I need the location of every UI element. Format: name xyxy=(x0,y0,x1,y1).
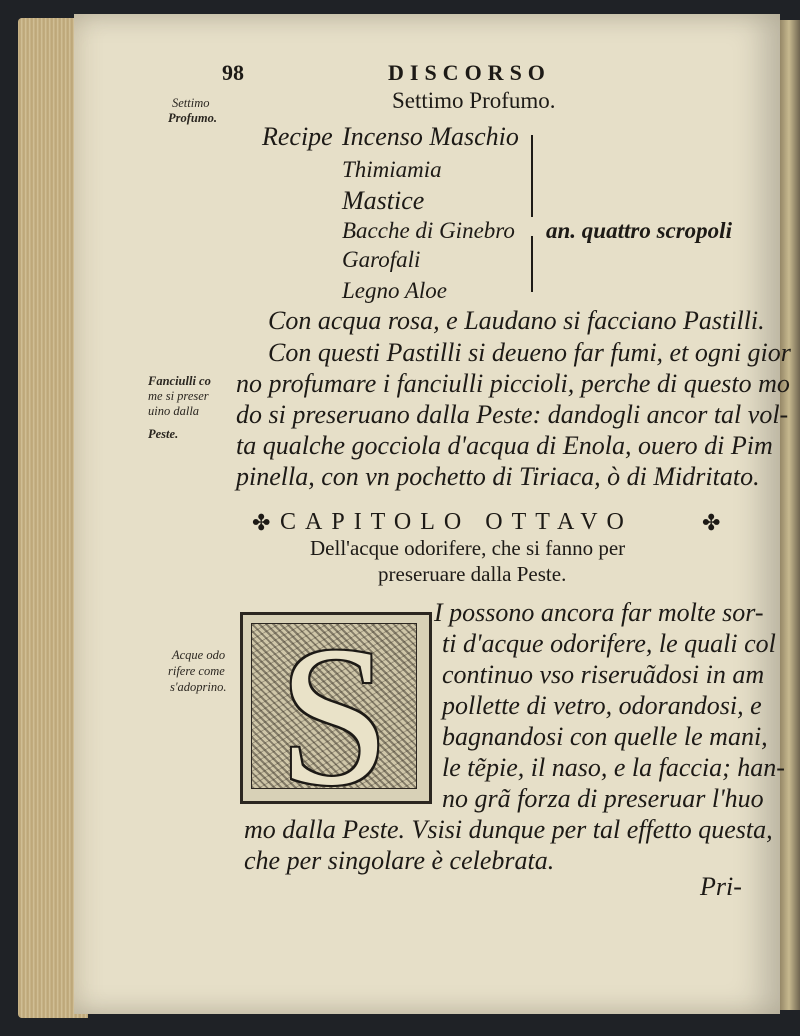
recipe-quantity: an. quattro scropoli xyxy=(546,218,732,243)
text-line: che per singolare è celebrata. xyxy=(244,846,555,875)
page-stack-right xyxy=(778,20,800,1010)
margin-note-line: rifere come xyxy=(168,664,225,678)
chapter-subtitle-line: Dell'acque odorifere, che si fanno per xyxy=(310,536,626,560)
margin-note-line: Acque odo xyxy=(172,648,226,662)
text-line: Con acqua rosa, e Laudano si facciano Pastilli. xyxy=(268,306,765,335)
text-line: pinella, con vn pochetto di Tiriaca, ò di Midritato. xyxy=(236,462,760,491)
woodcut-initial xyxy=(240,606,432,827)
text-line: no profumare i fanciulli piccioli, perche di questo mo xyxy=(236,369,790,398)
text-line: I possono ancora far molte sor- xyxy=(434,598,764,627)
recipe-item: Thimiamia xyxy=(342,157,442,182)
recipe-item: Incenso Maschio xyxy=(342,122,519,151)
margin-note-line: Peste. xyxy=(148,427,179,441)
recipe-brace-lower xyxy=(531,236,533,292)
section-title: Settimo Profumo. xyxy=(392,88,556,113)
woodcut-engraving xyxy=(251,606,417,827)
catchword: Pri- xyxy=(700,872,742,901)
text-line: ta qualche gocciola d'acqua di Enola, ouero di Pim xyxy=(236,431,773,460)
text-line: pollette di vetro, odorandosi, e xyxy=(442,691,762,720)
recipe-brace-upper xyxy=(531,135,533,217)
recipe-item: Legno Aloe xyxy=(342,278,447,303)
ornament-left: ✤ xyxy=(252,511,271,536)
page-number: 98 xyxy=(222,60,244,85)
chapter-heading: CAPITOLO OTTAVO xyxy=(280,509,633,535)
text-line: ti d'acque odorifere, le quali col xyxy=(442,629,776,658)
ornament-right: ✤ xyxy=(702,511,721,536)
margin-note-line: s'adoprino. xyxy=(170,680,227,694)
text-line: mo dalla Peste. Vsisi dunque per tal effetto questa, xyxy=(244,815,773,844)
recipe-item: Garofali xyxy=(342,247,421,272)
margin-note-line: me si preser xyxy=(148,389,209,403)
text-line: continuo vso riseruãdosi in am xyxy=(442,660,765,689)
margin-note-line: Settimo xyxy=(172,96,210,110)
recipe-word: Recipe xyxy=(262,122,333,151)
margin-note-line: uino dalla xyxy=(148,404,200,418)
text-line: do si preseruano dalla Peste: dandogli ancor tal vol- xyxy=(236,400,789,429)
drop-cap-letter: S xyxy=(278,606,390,827)
text-line: Con questi Pastilli si deueno far fumi, et ogni gior xyxy=(268,338,791,367)
running-title: DISCORSO xyxy=(388,60,551,85)
text-line: le tẽpie, il naso, e la faccia; han- xyxy=(442,753,785,782)
chapter-subtitle-line: preseruare dalla Peste. xyxy=(378,562,567,586)
margin-note-line: Profumo. xyxy=(168,111,217,125)
recipe-item: Bacche di Ginebro xyxy=(342,218,515,243)
margin-note-line: Fanciulli co xyxy=(148,374,211,388)
recipe-item: Mastice xyxy=(342,186,425,215)
text-line: bagnandosi con quelle le mani, xyxy=(442,722,768,751)
text-line: no grã forza di preseruar l'huo xyxy=(442,784,764,813)
